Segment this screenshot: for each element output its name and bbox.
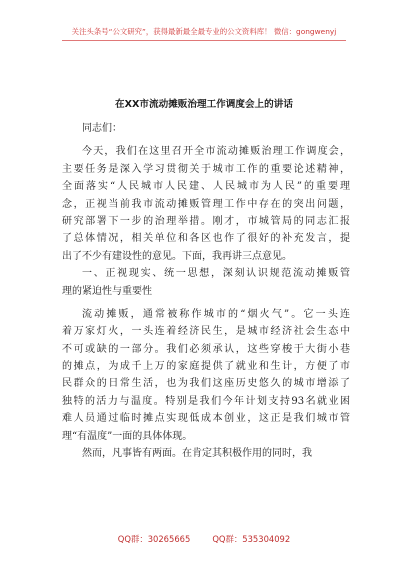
paragraph-line: 理的紧迫性与重要性 xyxy=(62,285,152,297)
paragraph-line: 难人员通过临时摊点实现低成本创业，这正是我们城市管 xyxy=(62,413,350,425)
paragraph-line: 民群众的日常生活，也为我们这座历史悠久的城市增添了 xyxy=(62,378,350,390)
paragraph-line: 不可或缺的一部分。我们必须承认，这些穿梭于大街小巷 xyxy=(62,343,350,355)
paragraph-line: 理“有温度”一面的具体体现。 xyxy=(62,430,193,442)
document-body xyxy=(62,120,350,462)
paragraph xyxy=(62,445,350,462)
paragraph-line: 今天，我们在这里召开全市流动摊贩治理工作调度会， xyxy=(82,146,350,158)
header-note: 关注头条号“公文研究”，获得最新最全最专业的公文资料库！ 微信：gongwenyj xyxy=(71,27,337,36)
paragraph-line: 全面落实“人民城市人民建、人民城市为人民”的重要理 xyxy=(62,181,350,193)
paragraph xyxy=(62,265,350,300)
paragraph xyxy=(62,120,350,137)
paragraph-line: 一、正视现实、统一思想，深刻认识规范流动摊贩管 xyxy=(82,268,350,280)
footer-qq-group-2: QQ群：535304092 xyxy=(212,534,291,544)
paragraph-line: 研究部署下一步的治理举措。刚才，市城管局的同志汇报 xyxy=(62,215,350,227)
paragraph-line: 同志们： xyxy=(82,123,122,134)
document-title: 在XX市流动摊贩治理工作调度会上的讲话 xyxy=(115,99,293,110)
paragraph-line: 的摊点，为成千上万的家庭提供了就业和生计，方便了市 xyxy=(62,361,350,373)
paragraph-line: 独特的活力与温度。特别是我们今年计划支持93名就业困 xyxy=(62,395,350,407)
paragraph-line: 着万家灯火，一头连着经济民生，是城市经济社会生态中 xyxy=(62,326,350,338)
paragraph xyxy=(62,306,350,445)
paragraph xyxy=(62,143,350,265)
header-divider xyxy=(62,40,346,41)
paragraph-line: 了总体情况，相关单位和各区也作了很好的补充发言，提 xyxy=(62,233,350,245)
paragraph-line: 主要任务是深入学习贯彻关于城市工作的重要论述精神， xyxy=(62,163,350,175)
footer-qq-group-1: QQ群：30265665 xyxy=(117,534,191,544)
paragraph-line: 流动摊贩，通常被称作城市的“烟火气”。它一头连 xyxy=(82,308,350,320)
paragraph-line: 出了不少有建设性的意见。下面，我再讲三点意见。 xyxy=(62,250,292,262)
paragraph-line: 然而，凡事皆有两面。在肯定其积极作用的同时，我 xyxy=(82,448,312,460)
paragraph-line: 念，正视当前我市流动摊贩管理工作中存在的突出问题， xyxy=(62,198,350,210)
footer xyxy=(0,533,408,545)
